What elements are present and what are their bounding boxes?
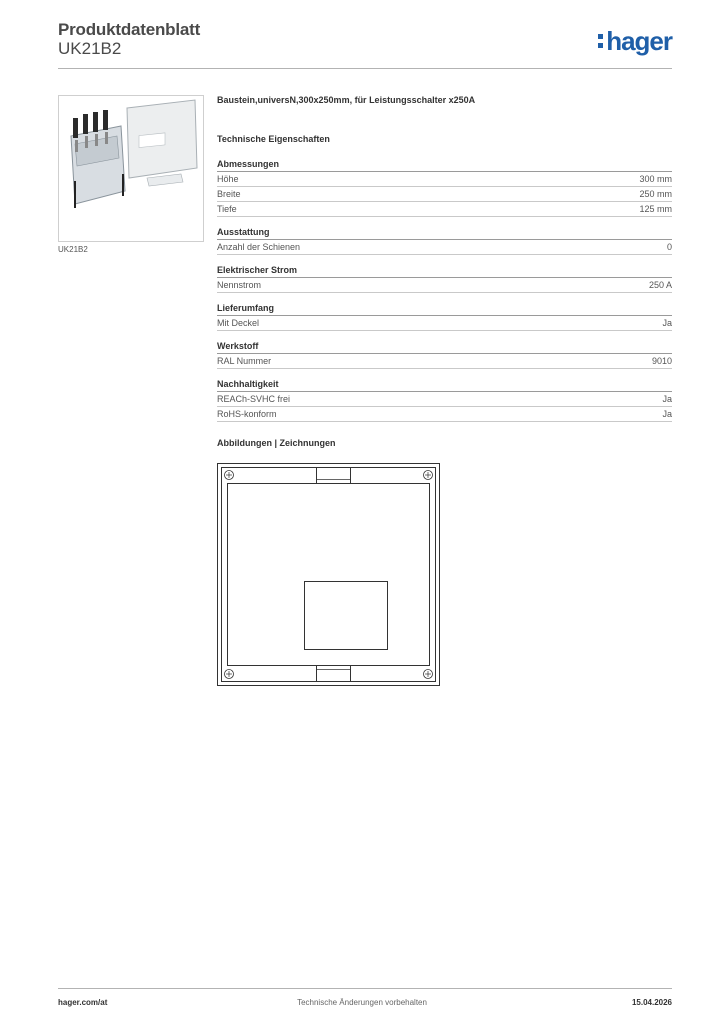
product-image-caption: UK21B2 bbox=[58, 245, 88, 254]
spec-row bbox=[217, 354, 672, 369]
section-electrical bbox=[217, 265, 672, 293]
spec-label: Nennstrom bbox=[217, 280, 262, 290]
section-heading: Elektrischer Strom bbox=[217, 265, 672, 278]
spec-value: 250 A bbox=[648, 280, 672, 290]
technical-drawing-icon bbox=[217, 463, 440, 686]
technical-properties-heading: Technische Eigenschaften bbox=[217, 134, 330, 144]
footer-website: hager.com/at bbox=[58, 998, 108, 1007]
spec-value: 125 mm bbox=[639, 204, 672, 214]
section-heading: Lieferumfang bbox=[217, 303, 672, 316]
spec-row bbox=[217, 407, 672, 422]
spec-value: 0 bbox=[666, 242, 672, 252]
spec-label: Anzahl der Schienen bbox=[217, 242, 301, 252]
section-equipment bbox=[217, 227, 672, 255]
technical-drawing bbox=[217, 463, 440, 686]
spec-label: Mit Deckel bbox=[217, 318, 260, 328]
product-details bbox=[217, 95, 672, 448]
section-heading: Nachhaltigkeit bbox=[217, 379, 672, 392]
spec-value: 250 mm bbox=[639, 189, 672, 199]
product-image bbox=[58, 95, 204, 242]
spec-value: Ja bbox=[662, 318, 672, 328]
product-photo-icon bbox=[59, 96, 203, 241]
section-material bbox=[217, 341, 672, 369]
header-divider bbox=[58, 68, 672, 69]
footer-notice: Technische Änderungen vorbehalten bbox=[297, 998, 427, 1007]
section-scope-of-delivery bbox=[217, 303, 672, 331]
spec-value: Ja bbox=[662, 409, 672, 419]
product-code: UK21B2 bbox=[58, 39, 122, 58]
drawings-heading: Abbildungen | Zeichnungen bbox=[217, 438, 336, 448]
logo-dots-icon bbox=[598, 34, 603, 50]
spec-label: RAL Nummer bbox=[217, 356, 272, 366]
spec-label: Breite bbox=[217, 189, 241, 199]
section-sustainability bbox=[217, 379, 672, 422]
spec-label: RoHS-konform bbox=[217, 409, 277, 419]
spec-value: Ja bbox=[662, 394, 672, 404]
product-title: Baustein,universN,300x250mm, für Leistungsschalter x250A bbox=[217, 95, 476, 105]
spec-label: Höhe bbox=[217, 174, 239, 184]
spec-value: 9010 bbox=[651, 356, 672, 366]
spec-value: 300 mm bbox=[639, 174, 672, 184]
footer-date: 15.04.2026 bbox=[631, 998, 672, 1007]
spec-row bbox=[217, 202, 672, 217]
spec-row bbox=[217, 392, 672, 407]
section-heading: Ausstattung bbox=[217, 227, 672, 240]
section-dimensions bbox=[217, 159, 672, 217]
spec-label: Tiefe bbox=[217, 204, 237, 214]
section-heading: Abmessungen bbox=[217, 159, 672, 172]
spec-row bbox=[217, 316, 672, 331]
page-title: Produktdatenblatt bbox=[58, 20, 201, 39]
spec-row bbox=[217, 172, 672, 187]
hager-logo bbox=[598, 26, 672, 57]
spec-row bbox=[217, 187, 672, 202]
spec-row bbox=[217, 240, 672, 255]
footer-divider bbox=[58, 988, 672, 989]
spec-row bbox=[217, 278, 672, 293]
spec-label: REACh-SVHC frei bbox=[217, 394, 291, 404]
section-heading: Werkstoff bbox=[217, 341, 672, 354]
logo-text: hager bbox=[606, 26, 672, 56]
